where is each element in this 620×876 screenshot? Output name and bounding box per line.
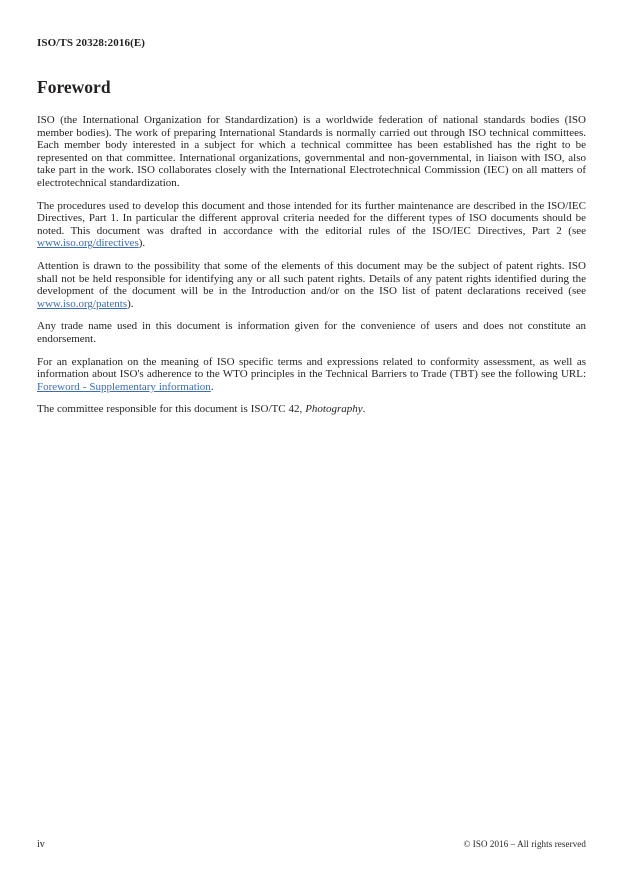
copyright-notice: © ISO 2016 – All rights reserved (463, 839, 586, 849)
committee-name-italic: Photography (305, 403, 363, 416)
body-copy (37, 114, 586, 416)
body-paragraph-1 (37, 114, 586, 190)
link-iso-patents[interactable]: www.iso.org/patents (37, 297, 128, 310)
paragraph-text: . (210, 380, 214, 393)
page-footer (37, 839, 586, 850)
paragraph-text: ). (127, 297, 134, 310)
body-paragraph-4 (37, 320, 586, 345)
body-paragraph-5 (37, 356, 586, 394)
body-paragraph-3 (37, 260, 586, 310)
document-reference: ISO/TS 20328:2016(E) (37, 37, 146, 49)
paragraph-text: ISO (the International Organization for Standardization) is a worldwide federation of national standards bodies (ISO member bodies). The work of preparing International Standards is normally carried out through ISO technical committees. Each member body interested in a subject for which a technical committee has been established has the right to be represented on that committee. International organizations, governmental and non-governmental, in liaison with ISO, also take part in the work. ISO collaborates closely with the International Electrotechnical Commission (IEC) on all matters of electrotechnical standardization. (37, 114, 586, 189)
body-paragraph-2 (37, 200, 586, 250)
link-foreword-supplementary-information[interactable]: Foreword - Supplementary information (37, 380, 211, 393)
paragraph-text: ). (138, 237, 146, 250)
page-number: iv (37, 839, 45, 850)
paragraph-text: The committee responsible for this document is ISO/TC 42, (37, 403, 306, 416)
link-iso-directives[interactable]: www.iso.org/directives (37, 237, 139, 250)
page-title: Foreword (37, 77, 111, 97)
paragraph-text: Attention is drawn to the possibility that some of the elements of this document may be the subject of patent rights. ISO shall not be held responsible for identifying any or all such patent rights. Details of any patent rights identified during the development of the document will be in the Introduction and/or on the ISO list of patent declarations received (see (37, 259, 586, 298)
paragraph-text: Any trade name used in this document is information given for the convenience of users and does not constitute an endorsement. (37, 320, 586, 345)
paragraph-text: . (362, 403, 366, 416)
paragraph-text: The procedures used to develop this document and those intended for its further maintenance are described in the ISO/IEC Directives, Part 1. In particular the different approval criteria needed for the different types of ISO documents should be noted. This document was drafted in accordance with the editorial rules of the ISO/IEC Directives, Part 2 (see (37, 199, 586, 237)
body-paragraph-6 (37, 403, 586, 416)
paragraph-text: For an explanation on the meaning of ISO specific terms and expressions related to conformity assessment, as well as information about ISO's adherence to the WTO principles in the Technical Barriers to Trade (TBT) see the following URL: (37, 355, 586, 381)
